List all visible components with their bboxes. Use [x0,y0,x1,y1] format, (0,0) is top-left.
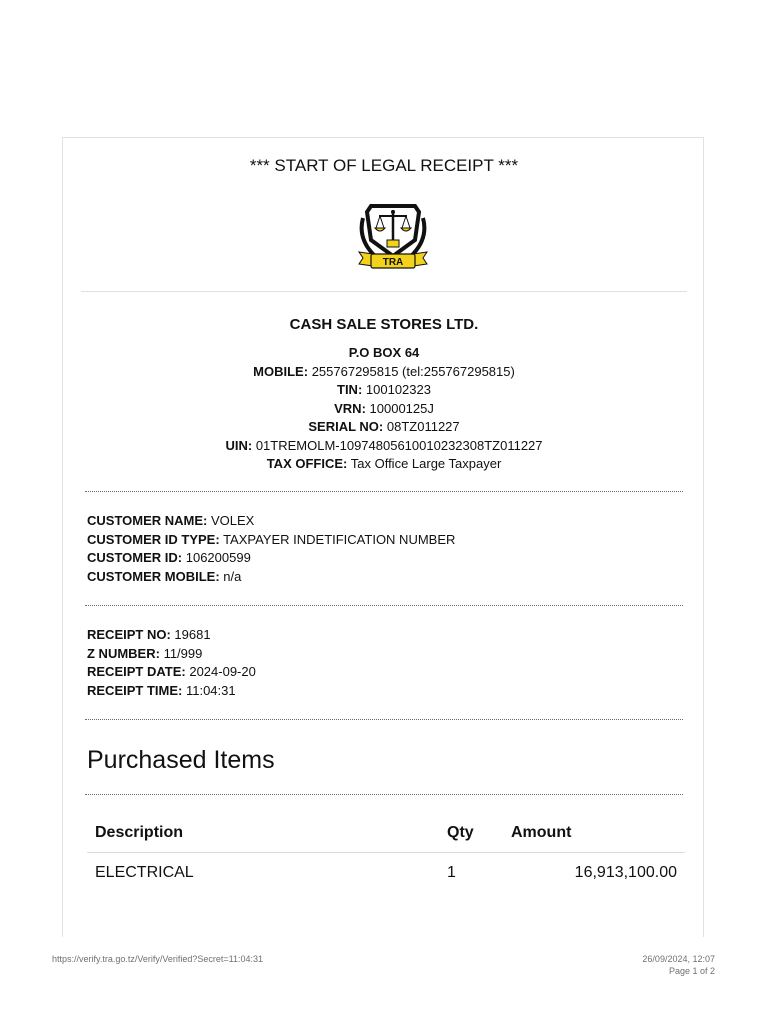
info-vrn: VRN: 10000125J [334,400,434,416]
z-number: Z NUMBER: 11/999 [87,645,203,661]
company-name: CASH SALE STORES LTD. [289,316,479,333]
item-qty: 1 [447,864,456,881]
receipt-time: RECEIPT TIME: 11:04:31 [87,682,236,698]
svg-text:TRA: TRA [382,257,404,268]
receipt-info [87,626,685,700]
dotted-divider [85,605,683,606]
receipt-header: *** START OF LEGAL RECEIPT *** [249,156,519,175]
footer-url: https://verify.tra.go.tz/Verify/Verified?Secret=11:04:31 [52,954,264,964]
info-tin: TIN: 100102323 [337,382,431,397]
table-header-divider [87,852,685,853]
dotted-divider [85,719,683,720]
info-po-box: P.O BOX 64 [348,345,420,360]
item-amount: 16,913,100.00 [574,864,677,881]
receipt-card [62,137,704,937]
receipt-date: RECEIPT DATE: 2024-09-20 [87,664,256,679]
tra-logo [349,200,437,272]
company-info [63,344,705,474]
footer-meta [642,953,715,977]
footer-page: Page 1 of 2 [668,966,715,976]
dotted-divider [85,491,683,492]
customer-id-type: CUSTOMER ID TYPE: TAXPAYER INDETIFICATION NUMBER [87,531,456,547]
customer-id: CUSTOMER ID: 106200599 [87,550,251,565]
purchased-items-title: Purchased Items [87,746,275,774]
customer-name: CUSTOMER NAME: VOLEX [87,513,255,528]
receipt-number: RECEIPT NO: 19681 [87,627,211,642]
column-header-amount: Amount [511,824,572,841]
customer-info [87,512,685,586]
dotted-divider [85,794,683,795]
column-header-qty: Qty [447,824,474,841]
column-header-description: Description [95,824,184,841]
header-divider [81,291,687,292]
footer-datetime: 26/09/2024, 12:07 [642,954,715,964]
info-uin: UIN: 01TREMOLM-10974805610010232308TZ011227 [225,437,543,453]
info-mobile: MOBILE: 255767295815 (tel:255767295815) [253,363,515,379]
info-serial: SERIAL NO: 08TZ011227 [308,419,460,434]
customer-mobile: CUSTOMER MOBILE: n/a [87,568,242,584]
item-description: ELECTRICAL [95,864,194,881]
info-tax-office: TAX OFFICE: Tax Office Large Taxpayer [266,456,502,471]
